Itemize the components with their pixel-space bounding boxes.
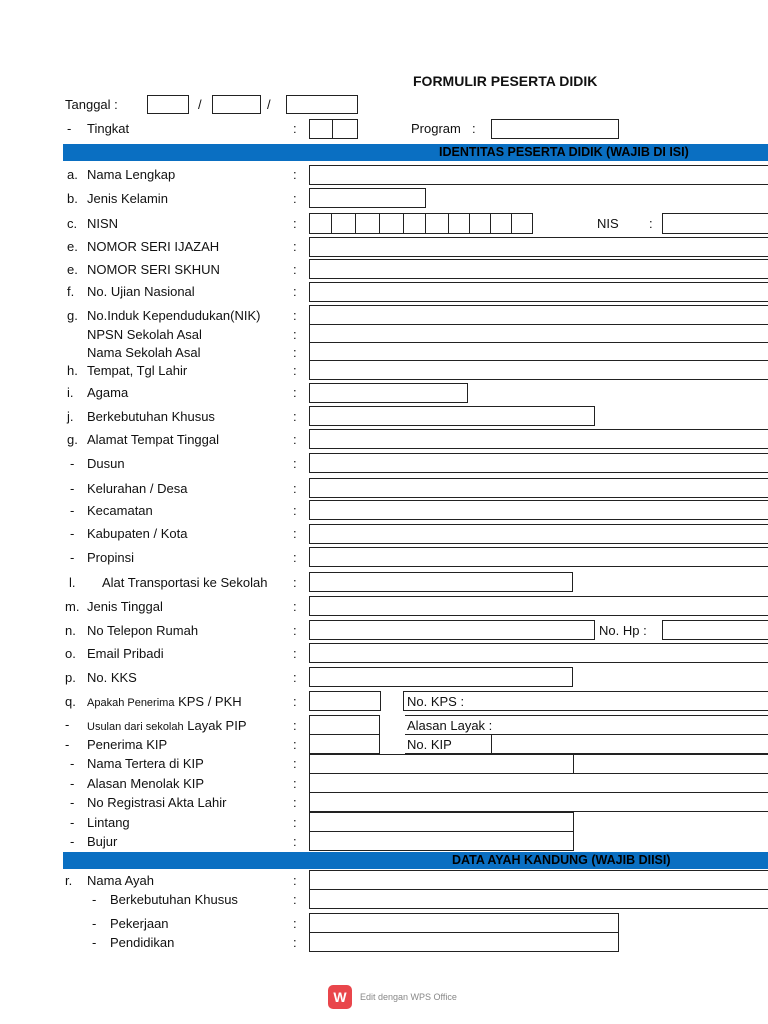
row-prefix: q. [65, 694, 76, 709]
nokip-label: No. KIP [407, 737, 452, 752]
row-prefix: n. [65, 623, 76, 638]
nama-ayah-field[interactable] [309, 870, 768, 890]
row-prefix: - [70, 456, 75, 471]
row-label-nisn: NISN [87, 216, 119, 231]
nisn-digit-field[interactable] [425, 213, 449, 234]
row-colon: : [293, 873, 297, 888]
row-colon: : [293, 795, 297, 810]
row-label-nama-ayah: Nama Ayah [87, 873, 154, 888]
kecamatan-field[interactable] [309, 500, 768, 520]
tanggal-month-field[interactable] [212, 95, 261, 114]
row-prefix: - [70, 550, 75, 565]
row-prefix: - [70, 526, 75, 541]
row-colon: : [293, 550, 297, 565]
nis-field[interactable] [662, 213, 768, 234]
kks-field[interactable] [309, 667, 573, 687]
row-prefix: - [70, 776, 75, 791]
section-title-identitas: IDENTITAS PESERTA DIDIK (WAJIB DI ISI) [439, 145, 689, 159]
row-prefix: c. [67, 216, 78, 231]
row-prefix: - [70, 756, 75, 771]
row-colon: : [293, 756, 297, 771]
row-colon: : [293, 216, 297, 231]
nik-field[interactable] [309, 305, 768, 325]
nama-kip-field-2[interactable] [573, 754, 768, 774]
jenis-tinggal-field[interactable] [309, 596, 768, 616]
pekerjaan-field[interactable] [309, 913, 619, 933]
row-label-ayah-berkebutuhan: Berkebutuhan Khusus [110, 892, 238, 907]
tingkat-field-1[interactable] [309, 119, 333, 139]
row-label-tempat-lahir: Tempat, Tgl Lahir [87, 363, 188, 378]
row-label-nama-lengkap: Nama Lengkap [87, 167, 176, 182]
ujian-nasional-field[interactable] [309, 282, 768, 302]
row-colon: : [293, 503, 297, 518]
row-colon: : [293, 526, 297, 541]
lintang-field[interactable] [309, 812, 574, 832]
row-prefix: i. [67, 385, 74, 400]
row-prefix: - [70, 481, 75, 496]
row-label-nama-sekolah: Nama Sekolah Asal [87, 345, 201, 360]
telepon-field[interactable] [309, 620, 595, 640]
section-title-ayah: DATA AYAH KANDUNG (WAJIB DIISI) [452, 853, 671, 867]
nisn-digit-field[interactable] [448, 213, 470, 234]
row-prefix: - [70, 795, 75, 810]
kip-divider [379, 715, 405, 754]
row-label-akta: No Registrasi Akta Lahir [87, 795, 227, 810]
row-label-alamat: Alamat Tempat Tinggal [87, 432, 219, 447]
tingkat-colon: : [293, 121, 297, 136]
row-label-kps [87, 694, 242, 709]
alasan-menolak-field[interactable] [309, 773, 768, 793]
nisn-digit-field[interactable] [309, 213, 332, 234]
row-colon: : [293, 737, 297, 752]
row-colon: : [293, 327, 297, 342]
row-prefix: - [70, 815, 75, 830]
row-label-jenis-kelamin: Jenis Kelamin [87, 191, 168, 206]
ayah-berkebutuhan-field[interactable] [309, 889, 768, 909]
jenis-kelamin-field[interactable] [309, 188, 426, 208]
row-prefix: r. [65, 873, 73, 888]
npsn-field[interactable] [309, 324, 768, 343]
berkebutuhan-field[interactable] [309, 406, 595, 426]
nohp-label: No. Hp : [599, 623, 647, 638]
row-prefix: f. [67, 284, 75, 299]
nisn-digit-field[interactable] [355, 213, 380, 234]
row-prefix: o. [65, 646, 76, 661]
row-label-propinsi: Propinsi [87, 550, 134, 565]
kps-field[interactable] [309, 691, 381, 711]
row-prefix: - [70, 503, 75, 518]
row-label-skhun: NOMOR SERI SKHUN [87, 262, 220, 277]
row-colon: : [293, 646, 297, 661]
row-prefix: g. [67, 432, 78, 447]
wps-logo-icon: W [328, 985, 352, 1009]
row-label-kecamatan: Kecamatan [87, 503, 153, 518]
row-label-agama: Agama [87, 385, 129, 400]
row-prefix: l. [69, 575, 76, 590]
nisn-digit-field[interactable] [379, 213, 404, 234]
row-colon: : [293, 834, 297, 849]
row-colon: : [293, 935, 297, 950]
row-prefix: - [92, 892, 97, 907]
akta-field[interactable] [309, 792, 768, 812]
row-label-layak-pip [87, 718, 247, 733]
transportasi-field[interactable] [309, 572, 573, 592]
row-colon: : [293, 409, 297, 424]
row-prefix: j. [67, 409, 74, 424]
row-label-nama-kip: Nama Tertera di KIP [87, 756, 204, 771]
wps-footer-text: Edit dengan WPS Office [360, 992, 457, 1002]
row-colon: : [293, 432, 297, 447]
row-prefix: b. [67, 191, 78, 206]
skhun-field[interactable] [309, 259, 768, 279]
row-label-berkebutuhan: Berkebutuhan Khusus [87, 409, 215, 424]
email-field[interactable] [309, 643, 768, 663]
ijazah-field[interactable] [309, 237, 768, 257]
row-label-ujian-nasional: No. Ujian Nasional [87, 284, 195, 299]
kabupaten-field[interactable] [309, 524, 768, 544]
row-colon: : [293, 623, 297, 638]
row-label-jenis-tinggal: Jenis Tinggal [87, 599, 163, 614]
row-label-layak-pip-main: Layak PIP [187, 718, 247, 733]
row-label-bujur: Bujur [87, 834, 118, 849]
row-label-email: Email Pribadi [87, 646, 164, 661]
nisn-digit-field[interactable] [511, 213, 533, 234]
row-prefix: e. [67, 239, 78, 254]
nokps-label: No. KPS : [407, 694, 465, 709]
program-colon: : [472, 121, 476, 136]
row-colon: : [293, 815, 297, 830]
alamat-field[interactable] [309, 429, 768, 449]
tanggal-label: Tanggal : [65, 97, 118, 112]
row-colon: : [293, 892, 297, 907]
row-label-alasan-menolak: Alasan Menolak KIP [87, 776, 205, 791]
program-field[interactable] [491, 119, 619, 139]
program-label: Program [411, 121, 461, 136]
wps-footer[interactable] [328, 984, 457, 1010]
nama-kip-field[interactable] [309, 754, 574, 774]
row-colon: : [293, 694, 297, 709]
row-colon: : [293, 916, 297, 931]
row-colon: : [293, 718, 297, 733]
nisn-digit-field[interactable] [469, 213, 491, 234]
row-colon: : [293, 345, 297, 360]
section-bar-identitas [63, 144, 768, 161]
propinsi-field[interactable] [309, 547, 768, 567]
row-colon: : [293, 456, 297, 471]
row-label-kps-small: Apakah Penerima [87, 697, 175, 709]
penerima-kip-field[interactable] [309, 734, 381, 754]
nisn-digit-field[interactable] [331, 213, 356, 234]
row-prefix: g. [67, 308, 78, 323]
row-label-penerima-kip: Penerima KIP [87, 737, 168, 752]
row-prefix: a. [67, 167, 78, 182]
row-prefix: - [65, 717, 70, 732]
row-prefix: e. [67, 262, 78, 277]
row-prefix: p. [65, 670, 76, 685]
nisn-digit-field[interactable] [403, 213, 426, 234]
row-colon: : [293, 385, 297, 400]
row-label-pekerjaan: Pekerjaan [110, 916, 169, 931]
tingkat-bullet: - [67, 121, 72, 136]
row-colon: : [293, 599, 297, 614]
row-label-kelurahan: Kelurahan / Desa [87, 481, 188, 496]
row-colon: : [293, 239, 297, 254]
row-colon: : [293, 575, 297, 590]
row-label-kps-main: KPS / PKH [178, 694, 242, 709]
row-prefix: - [70, 834, 75, 849]
layak-pip-field[interactable] [309, 715, 381, 735]
row-label-kabupaten: Kabupaten / Kota [87, 526, 188, 541]
row-prefix: - [65, 737, 70, 752]
row-colon: : [293, 262, 297, 277]
row-colon: : [293, 308, 297, 323]
row-label-telepon: No Telepon Rumah [87, 623, 199, 638]
tanggal-year-field[interactable] [286, 95, 358, 114]
row-prefix: h. [67, 363, 78, 378]
nohp-field[interactable] [662, 620, 768, 640]
tempat-lahir-field[interactable] [309, 360, 768, 380]
nokip-field[interactable] [491, 734, 768, 754]
bujur-field[interactable] [309, 831, 574, 851]
row-colon: : [293, 284, 297, 299]
section-bar-ayah [63, 852, 768, 869]
row-label-nik: No.Induk Kependudukan(NIK) [87, 308, 261, 323]
row-prefix: m. [65, 599, 80, 614]
tanggal-day-field[interactable] [147, 95, 189, 114]
row-colon: : [293, 191, 297, 206]
row-colon: : [293, 363, 297, 378]
row-colon: : [293, 670, 297, 685]
tingkat-label: Tingkat [87, 121, 130, 136]
row-label-lintang: Lintang [87, 815, 130, 830]
row-colon: : [293, 167, 297, 182]
row-colon: : [293, 776, 297, 791]
nis-colon: : [649, 216, 653, 231]
row-label-dusun: Dusun [87, 456, 125, 471]
form-title: FORMULIR PESERTA DIDIK [413, 73, 598, 89]
row-label-ijazah: NOMOR SERI IJAZAH [87, 239, 220, 254]
row-label-transportasi: Alat Transportasi ke Sekolah [102, 575, 268, 590]
row-prefix: - [92, 935, 97, 950]
pendidikan-field[interactable] [309, 932, 619, 952]
row-label-pendidikan: Pendidikan [110, 935, 175, 950]
dusun-field[interactable] [309, 453, 768, 473]
tingkat-field-2[interactable] [332, 119, 358, 139]
agama-field[interactable] [309, 383, 468, 403]
tanggal-sep-2: / [267, 97, 271, 112]
alasan-layak-label: Alasan Layak : [407, 718, 493, 733]
row-label-npsn: NPSN Sekolah Asal [87, 327, 202, 342]
kelurahan-field[interactable] [309, 478, 768, 498]
nama-sekolah-field[interactable] [309, 342, 768, 361]
row-prefix: - [92, 916, 97, 931]
nama-lengkap-field[interactable] [309, 165, 768, 185]
row-label-kks: No. KKS [87, 670, 137, 685]
nis-label: NIS [597, 216, 619, 231]
row-label-layak-pip-small: Usulan dari sekolah [87, 721, 184, 733]
tanggal-sep-1: / [198, 97, 202, 112]
nisn-digit-field[interactable] [490, 213, 512, 234]
row-colon: : [293, 481, 297, 496]
